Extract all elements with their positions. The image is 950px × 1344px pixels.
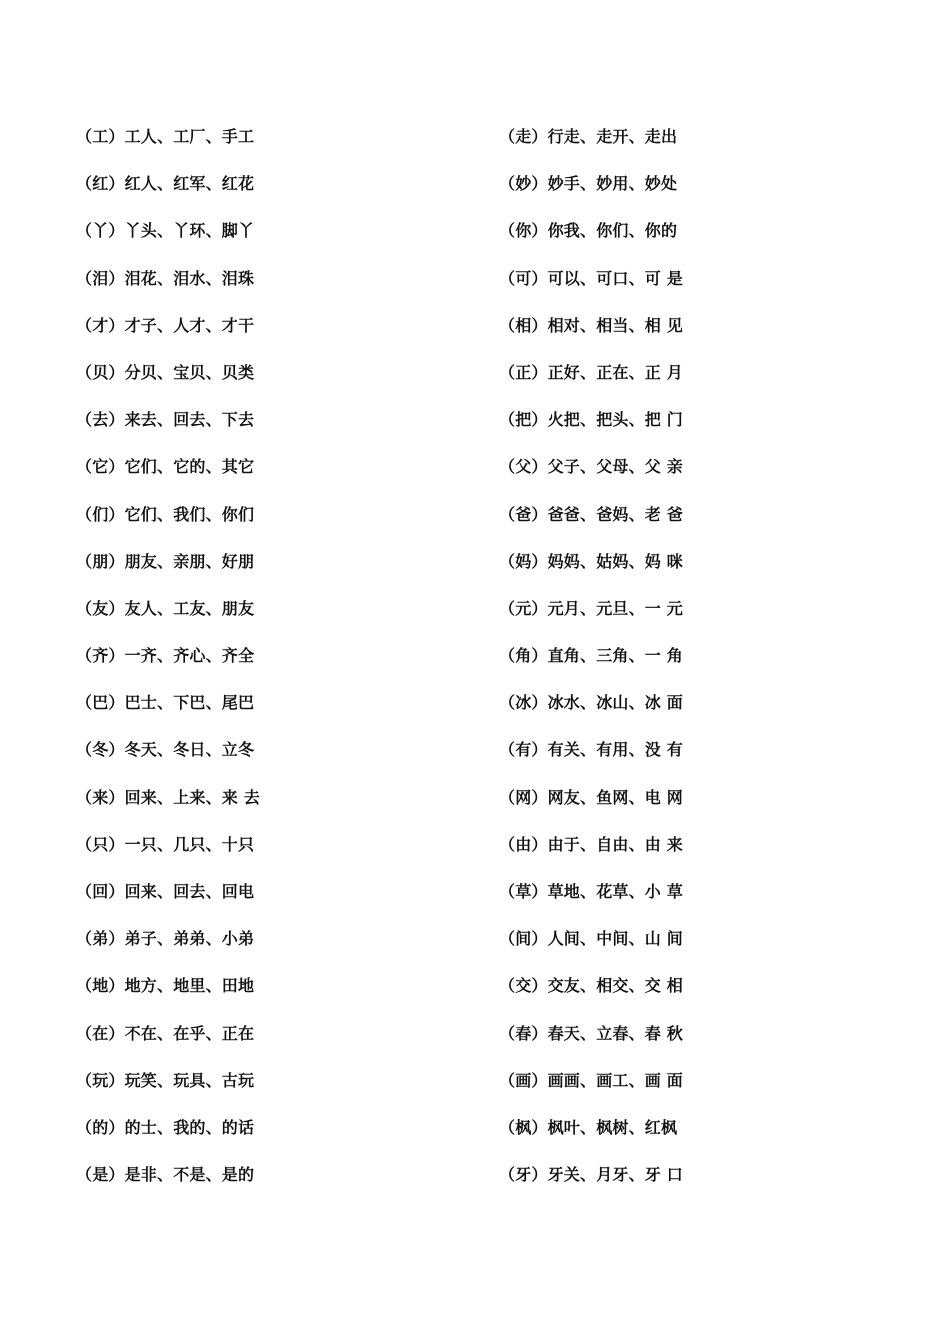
word-entry: （草）草地、花草、小 草 [499, 882, 683, 901]
word-entry: （可）可以、可口、可 是 [499, 268, 683, 288]
word-entry: （去）来去、回去、下去 [76, 410, 255, 430]
word-entry: （由）由于、自由、由 来 [499, 834, 683, 854]
word-entry: （贝）分贝、宝贝、贝类 [76, 362, 255, 382]
word-entry: （的）的士、我的、的话 [76, 1117, 255, 1137]
word-entry: （冰）冰水、冰山、冰 面 [499, 693, 683, 713]
word-entry: （来）回来、上来、来 去 [76, 787, 260, 807]
word-entry: （妈）妈妈、姑妈、妈 咪 [499, 551, 683, 571]
left-column [76, 124, 456, 1209]
word-entry: （网）网友、鱼网、电 网 [499, 787, 683, 807]
word-entry: （朋）朋友、亲朋、好朋 [76, 551, 255, 571]
word-entry: （是）是非、不是、是的 [76, 1165, 255, 1185]
word-entry: （枫）枫叶、枫树、红枫 [499, 1117, 678, 1137]
word-entry: （有）有关、有用、没 有 [499, 740, 683, 760]
word-entry: （角）直角、三角、一 角 [499, 646, 683, 666]
word-entry: （相）相对、相当、相 见 [499, 315, 683, 335]
word-entry: （只）一只、几只、十只 [76, 834, 255, 854]
word-entry: （丫）丫头、丫环、脚丫 [76, 221, 255, 241]
right-column [499, 124, 879, 1209]
word-entry: （走）行走、走开、走出 [499, 127, 678, 146]
word-entry: （间）人间、中间、山 间 [499, 929, 683, 949]
word-entry: （友）友人、工友、朋友 [76, 598, 255, 618]
word-entry: （红）红人、红军、红花 [76, 174, 255, 194]
word-entry: （妙）妙手、妙用、妙处 [499, 174, 678, 194]
word-entry: （泪）泪花、泪水、泪珠 [76, 268, 255, 288]
word-entry: （巴）巴士、下巴、尾巴 [76, 693, 255, 713]
word-entry: （元）元月、元旦、一 元 [499, 598, 683, 618]
word-entry: （地）地方、地里、田地 [76, 976, 255, 996]
word-entry: （玩）玩笑、玩具、古玩 [76, 1070, 255, 1090]
word-entry: （们）它们、我们、你们 [76, 504, 255, 524]
word-entry: （父）父子、父母、父 亲 [499, 457, 683, 477]
word-entry: （工）工人、工厂、手工 [76, 127, 255, 146]
word-entry: （回）回来、回去、回电 [76, 882, 255, 901]
word-entry: （正）正好、正在、正 月 [499, 362, 683, 382]
word-entry: （交）交友、相交、交 相 [499, 976, 683, 996]
word-entry: （冬）冬天、冬日、立冬 [76, 740, 255, 760]
word-entry: （你）你我、你们、你的 [499, 221, 678, 241]
word-entry: （春）春天、立春、春 秋 [499, 1023, 683, 1043]
word-entry: （把）火把、把头、把 门 [499, 410, 683, 430]
word-entry: （才）才子、人才、才干 [76, 315, 255, 335]
word-entry: （牙）牙关、月牙、牙 口 [499, 1165, 683, 1185]
word-entry: （在）不在、在乎、正在 [76, 1023, 255, 1043]
word-entry: （画）画画、画工、画 面 [499, 1070, 683, 1090]
word-entry: （齐）一齐、齐心、齐全 [76, 646, 255, 666]
word-entry: （爸）爸爸、爸妈、老 爸 [499, 504, 683, 524]
word-entry: （它）它们、它的、其它 [76, 457, 255, 477]
word-entry: （弟）弟子、弟弟、小弟 [76, 929, 255, 949]
